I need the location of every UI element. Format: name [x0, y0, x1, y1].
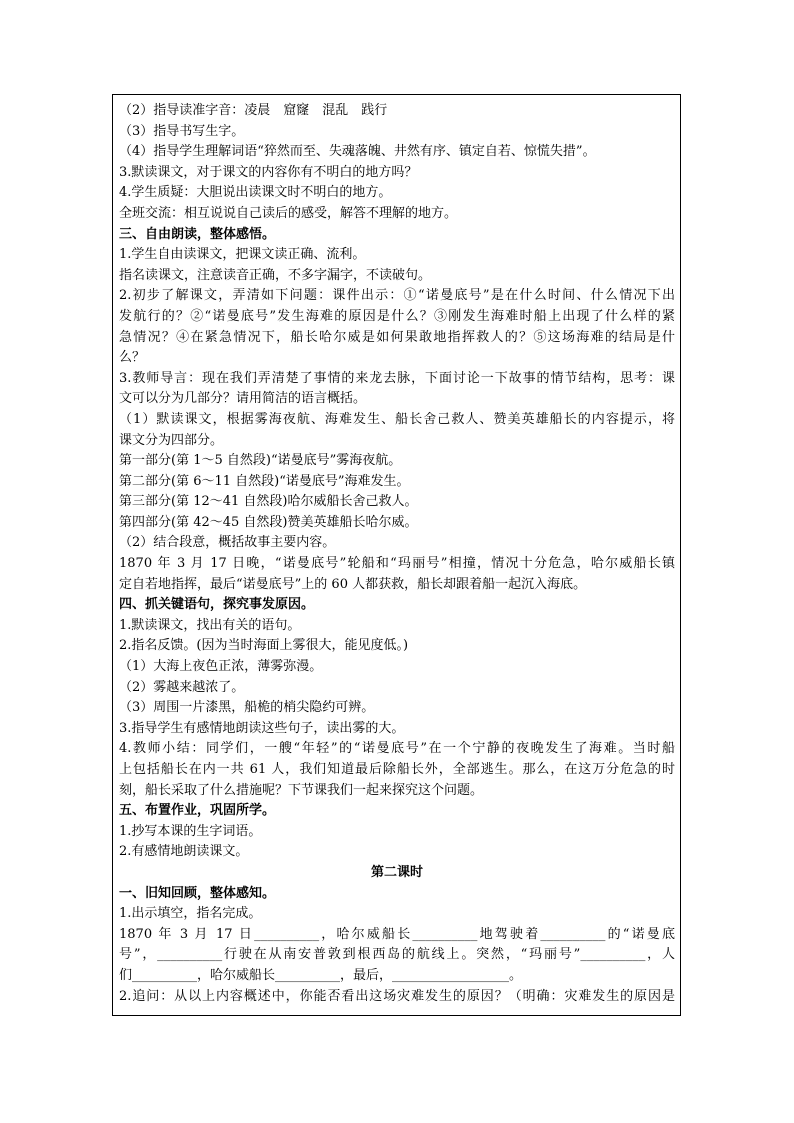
text-line: 4.学生质疑：大胆说出读课文时不明白的地方。 [119, 185, 392, 201]
text-line: 第一部分(第 1～5 自然段)“诺曼底号”雾海夜航。 [119, 453, 402, 469]
text-line: 指名读课文，注意读音正确，不多字漏字，不读破句。 [119, 267, 432, 283]
text-line: 3.默读课文，对于课文的内容你有不明白的地方吗？ [119, 164, 418, 180]
text-line: 么？ [119, 350, 146, 366]
text-line: 三、自由朗读，整体感悟。 [119, 226, 276, 242]
text-line: 2.初步了解课文，弄清如下问题：课件出示：①“诺曼底号”是在什么时间、什么情况下出 [119, 288, 675, 304]
text-line: 四、抓关键语句，探究事发原因。 [119, 597, 315, 613]
text-line: 第三部分(第 12～41 自然段)哈尔威船长舍己救人。 [119, 494, 418, 510]
text-line: 上包括船长在内一共 61 人，我们知道最后除船长外，全部逃生。那么，在这万分危急的时 [119, 762, 675, 777]
text-line: 1.默读课文，找出有关的语句。 [119, 617, 301, 633]
text-line: （1）大海上夜色正浓，薄雾弥漫。 [119, 659, 323, 675]
text-line: 急情况？④在紧急情况下，船长哈尔威是如何果敢地指挥救人的？⑤这场海难的结局是什 [119, 329, 675, 345]
text-line: 2.有感情地朗读课文。 [119, 844, 249, 860]
text-line: 1.学生自由读课文，把课文读正确、流利。 [119, 247, 366, 263]
text-line: 3.指导学生有感情地朗读这些句子，读出雾的大。 [119, 720, 405, 736]
text-line: 第二部分(第 6～11 自然段)“诺曼底号”海难发生。 [119, 473, 410, 489]
text-line: 第二课时 [370, 864, 423, 880]
text-line: 1870 年 3 月 17 日晚，“诺曼底号”轮船和“玛丽号”相撞，情况十分危急，哈尔威船长镇 [119, 556, 675, 572]
text-line: 五、布置作业，巩固所学。 [119, 803, 276, 819]
document-table-cell [112, 94, 681, 1016]
text-line: （2）雾越来越浓了。 [119, 679, 245, 695]
text-line: 定自若地指挥，最后“诺曼底号”上的 60 人都获救，船长却跟着船一起沉入海底。 [119, 576, 587, 592]
text-line: 4.教师小结：同学们，一艘“年轻”的“诺曼底号”在一个宁静的夜晚发生了海难。当时船 [119, 741, 675, 757]
text-line: （3）周围一片漆黑，船桅的梢尖隐约可辨。 [119, 700, 375, 716]
text-line: 第四部分(第 42～45 自然段)赞美英雄船长哈尔威。 [119, 514, 418, 530]
text-line: 课文分为四部分。 [119, 432, 224, 448]
lesson-plan-text [119, 101, 675, 1007]
text-line: 号”，__________行驶在从南安普敦到根西岛的航线上。突然，“玛丽号”__________，人 [119, 947, 675, 963]
text-line: 全班交流：相互说说自己读后的感受，解答不理解的地方。 [119, 205, 458, 221]
text-line: （4）指导学生理解词语“猝然而至、失魂落魄、井然有序、镇定自若、惊慌失措”。 [119, 144, 596, 160]
text-line: 1870 年 3 月 17 日__________，哈尔威船长__________地驾驶着__________的“诺曼底 [119, 926, 675, 942]
text-line: 1.抄写本课的生字词语。 [119, 823, 262, 839]
text-line: （2）结合段意，概括故事主要内容。 [119, 535, 336, 551]
text-line: 2.追问：从以上内容概述中，你能否看出这场灾难发生的原因？（明确：灾难发生的原因是 [119, 988, 675, 1004]
text-line: 刻，船长采取了什么措施呢？下节课我们一起来探究这个问题。 [119, 782, 484, 798]
text-line: （3）指导书写生字。 [119, 123, 245, 139]
text-line: 1.出示填空，指名完成。 [119, 906, 262, 922]
text-line: （2）指导读准字音：凌晨 窟窿 混乱 践行 [119, 103, 388, 118]
text-line: （1）默读课文，根据雾海夜航、海难发生、船长舍己救人、赞美英雄船长的内容提示，将 [119, 411, 675, 427]
text-line: 发航行的？②“诺曼底号”发生海难的原因是什么？③刚发生海难时船上出现了什么样的紧 [119, 308, 675, 324]
text-line: 2.指名反馈。(因为当时海面上雾很大，能见度低。) [119, 638, 409, 654]
text-line: 3.教师导言：现在我们弄清楚了事情的来龙去脉，下面讨论一下故事的情节结构，思考：课 [119, 370, 675, 386]
text-line: 一、旧知回顾，整体感知。 [119, 885, 276, 901]
text-line: 文可以分为几部分？请用简洁的语言概括。 [119, 391, 367, 407]
text-line: 们__________，哈尔威船长__________，最后，__________________。 [119, 967, 523, 983]
